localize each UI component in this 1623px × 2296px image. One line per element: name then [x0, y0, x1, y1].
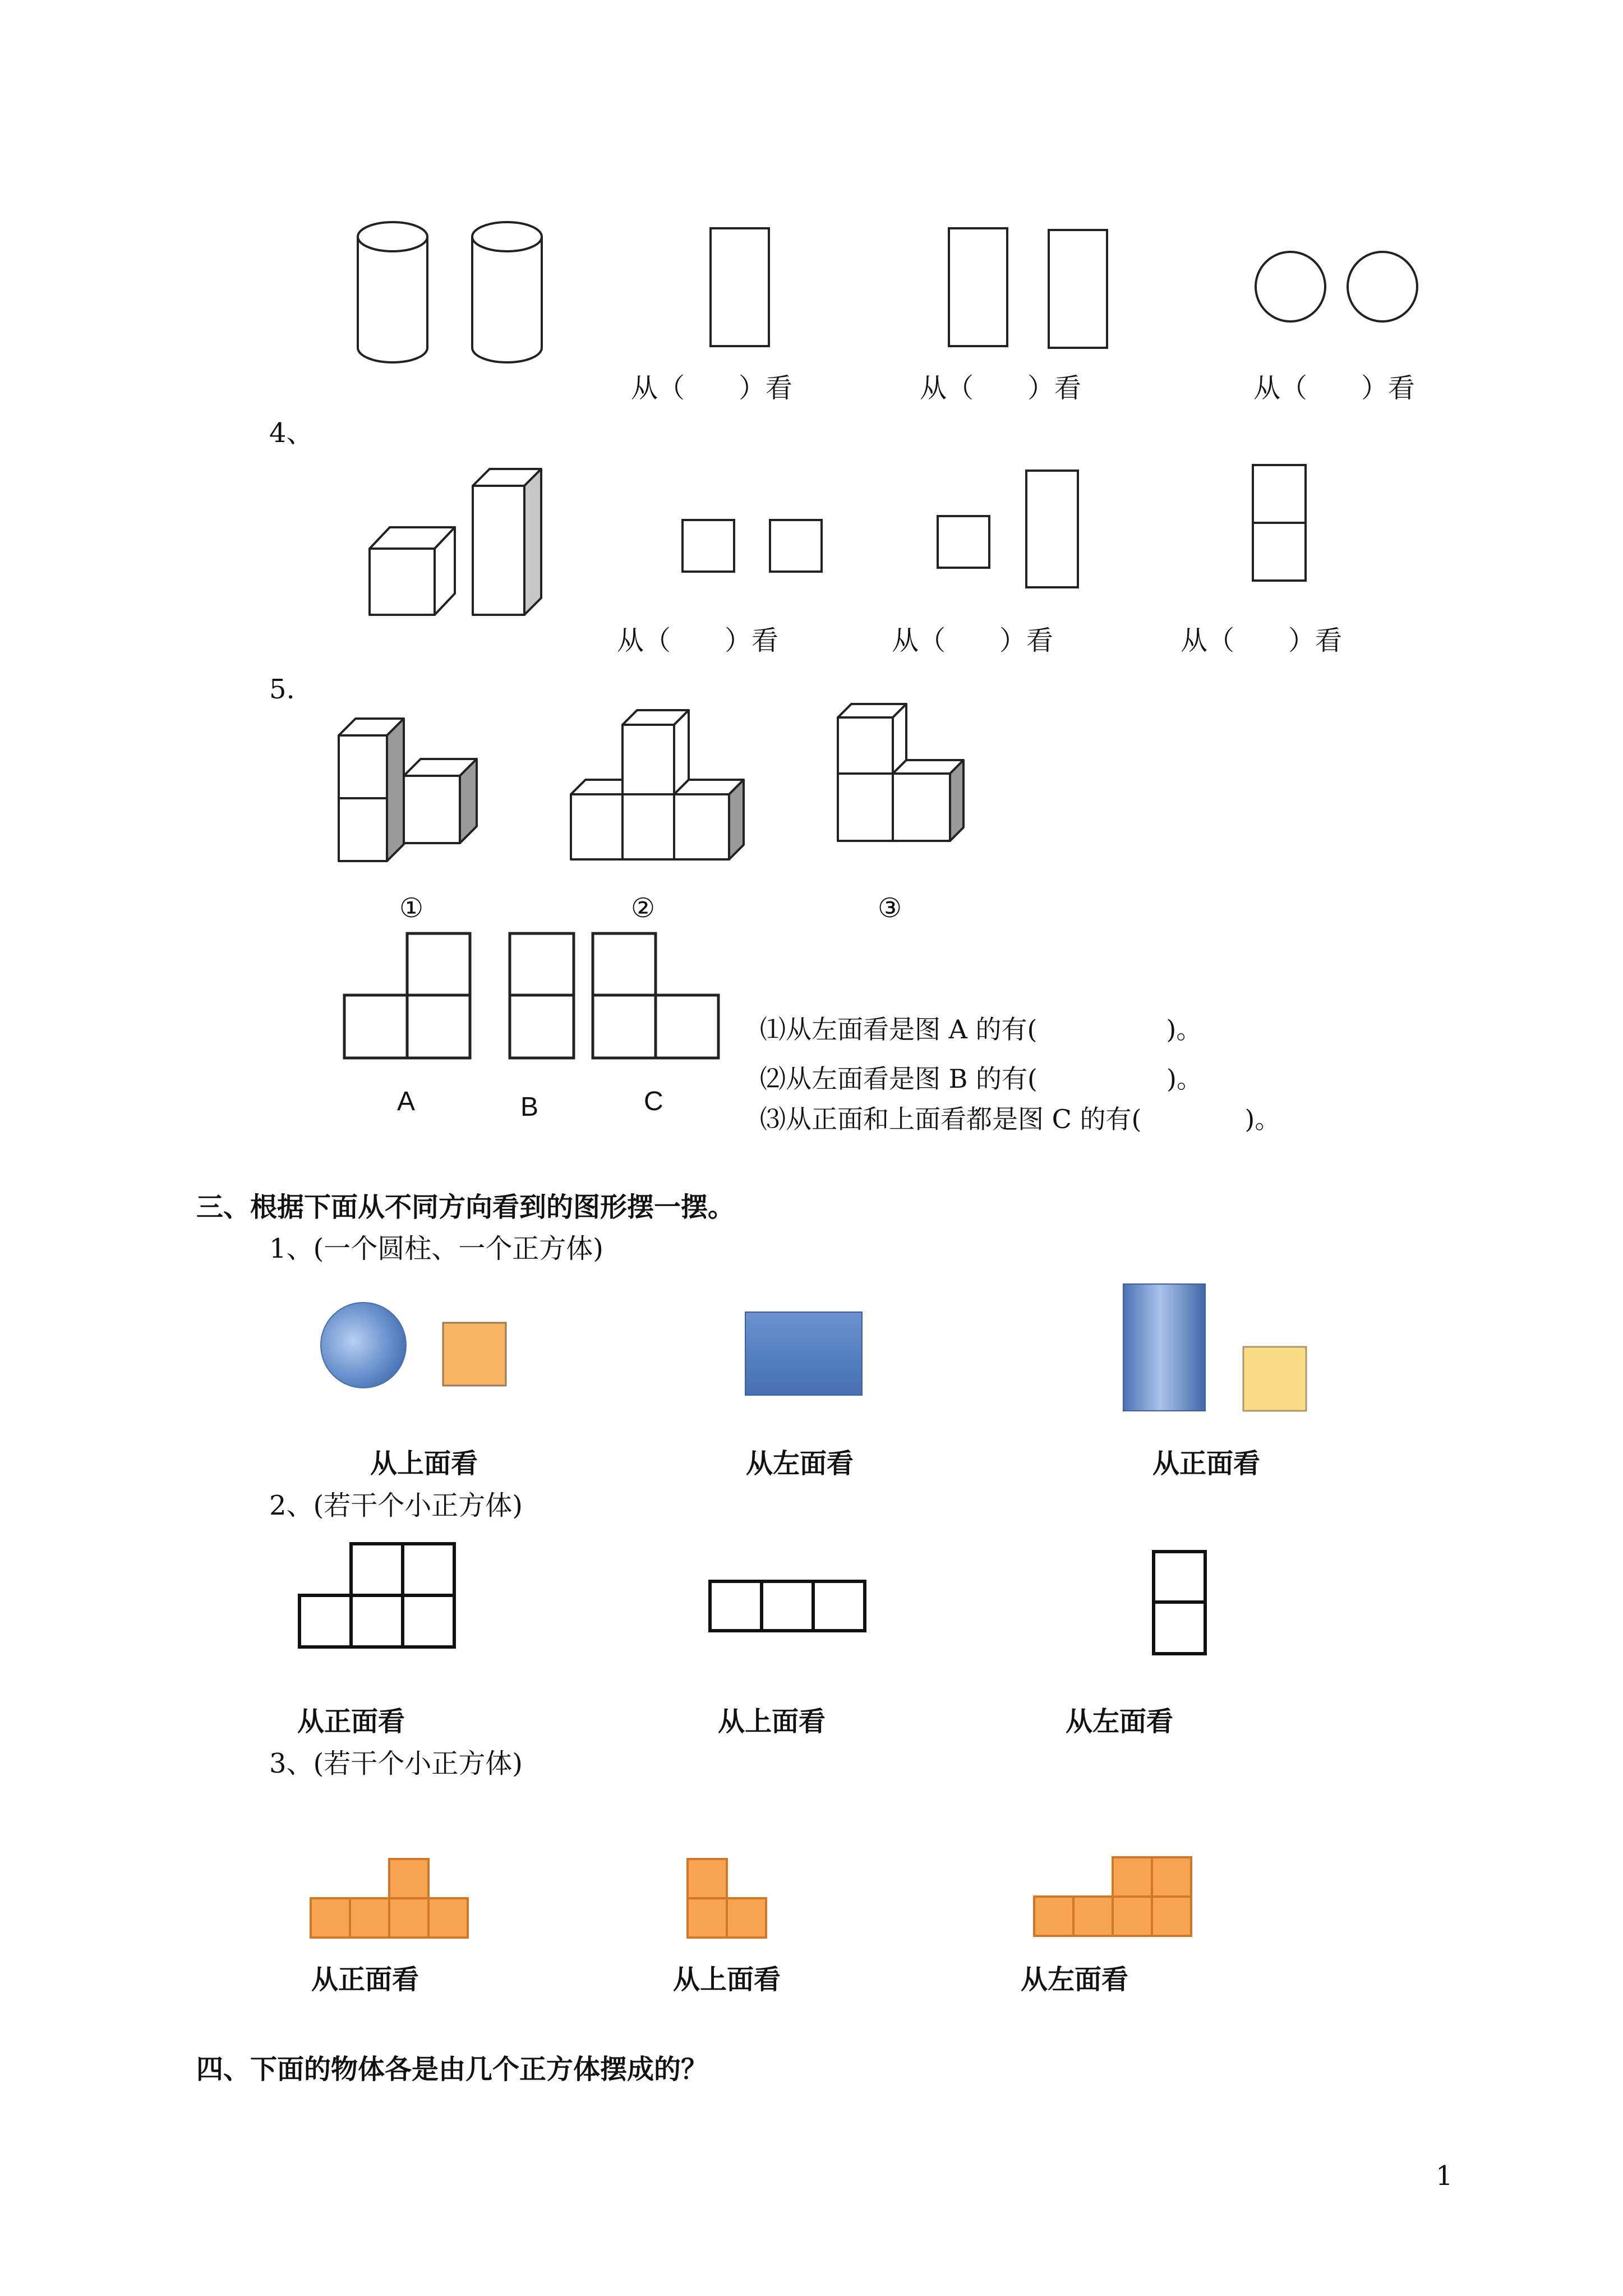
- view-c-figure: [592, 932, 726, 1061]
- p3-top-view-figure: [685, 1857, 769, 1941]
- p3-label-front: 从正面看: [311, 1964, 419, 1995]
- view-two-circles: [1253, 250, 1427, 328]
- solid-1-label: ①: [399, 892, 424, 924]
- solid-3-figure: [834, 687, 975, 855]
- p2-front-view-figure: [297, 1542, 465, 1654]
- p1-label-front: 从正面看: [1152, 1448, 1261, 1479]
- q4-view-label-2: 从（ ）看: [892, 625, 1054, 656]
- view-square-and-rectangle: [937, 468, 1088, 592]
- p1-front-view-figure: [1119, 1282, 1315, 1416]
- q4-view-label-1: 从（ ）看: [617, 625, 779, 656]
- view-two-squares: [681, 519, 827, 575]
- p3-label-top: 从上面看: [673, 1964, 781, 1995]
- p1-top-view-figure: [320, 1300, 510, 1396]
- q4-view-label-3: 从（ ）看: [1181, 625, 1343, 656]
- p2-top-view-figure: [708, 1579, 870, 1641]
- p1-label-left: 从左面看: [746, 1448, 854, 1479]
- p1-label-top: 从上面看: [370, 1448, 478, 1479]
- view-c-label: C: [644, 1087, 663, 1116]
- view-b-label: B: [520, 1092, 539, 1122]
- solid-3-label: ③: [878, 892, 902, 924]
- p2-left-view-figure: [1151, 1549, 1213, 1662]
- p2-label-left: 从左面看: [1066, 1706, 1174, 1737]
- p1-left-view-figure: [743, 1310, 866, 1400]
- q5-question-2: ⑵从左面看是图 B 的有( )。: [760, 1064, 1202, 1094]
- section3-part3-title: 3、(若干个小正方体): [269, 1748, 523, 1779]
- p2-label-front: 从正面看: [297, 1706, 405, 1737]
- solid-1-figure: [336, 710, 488, 872]
- solid-2-label: ②: [631, 892, 656, 924]
- page-number: 1: [1436, 2160, 1453, 2192]
- section-3-title: 三、根据下面从不同方向看到的图形摆一摆。: [196, 1191, 735, 1223]
- cube-and-prism-figure: [367, 466, 547, 620]
- q5-question-3: ⑶从正面和上面看都是图 C 的有( )。: [760, 1104, 1281, 1134]
- question-5-number: 5.: [269, 674, 295, 705]
- view-a-label: A: [397, 1087, 416, 1116]
- p2-label-top: 从上面看: [718, 1706, 826, 1737]
- view-one-tall-rectangle: [709, 227, 771, 351]
- p3-front-view-figure: [308, 1857, 471, 1941]
- view-b-figure: [508, 932, 580, 1061]
- p3-left-view-figure: [1032, 1854, 1195, 1938]
- view-a-figure: [342, 932, 477, 1061]
- section-4-title: 四、下面的物体各是由几个正方体摆成的？: [196, 2054, 708, 2085]
- row3-view-label-3: 从（ ）看: [1253, 372, 1415, 404]
- q5-question-1: ⑴从左面看是图 A 的有( )。: [760, 1014, 1202, 1045]
- p3-label-left: 从左面看: [1021, 1964, 1129, 1995]
- section3-part2-title: 2、(若干个小正方体): [269, 1490, 523, 1521]
- solid-2-figure: [566, 696, 757, 864]
- view-stacked-squares: [1251, 463, 1312, 586]
- question-4-number: 4、: [269, 417, 313, 449]
- two-cylinders-figure: [353, 213, 555, 365]
- view-two-tall-rectangles: [948, 227, 1116, 351]
- section3-part1-title: 1、(一个圆柱、一个正方体): [269, 1233, 603, 1264]
- row3-view-label-1: 从（ ）看: [631, 372, 793, 404]
- row3-view-label-2: 从（ ）看: [920, 372, 1082, 404]
